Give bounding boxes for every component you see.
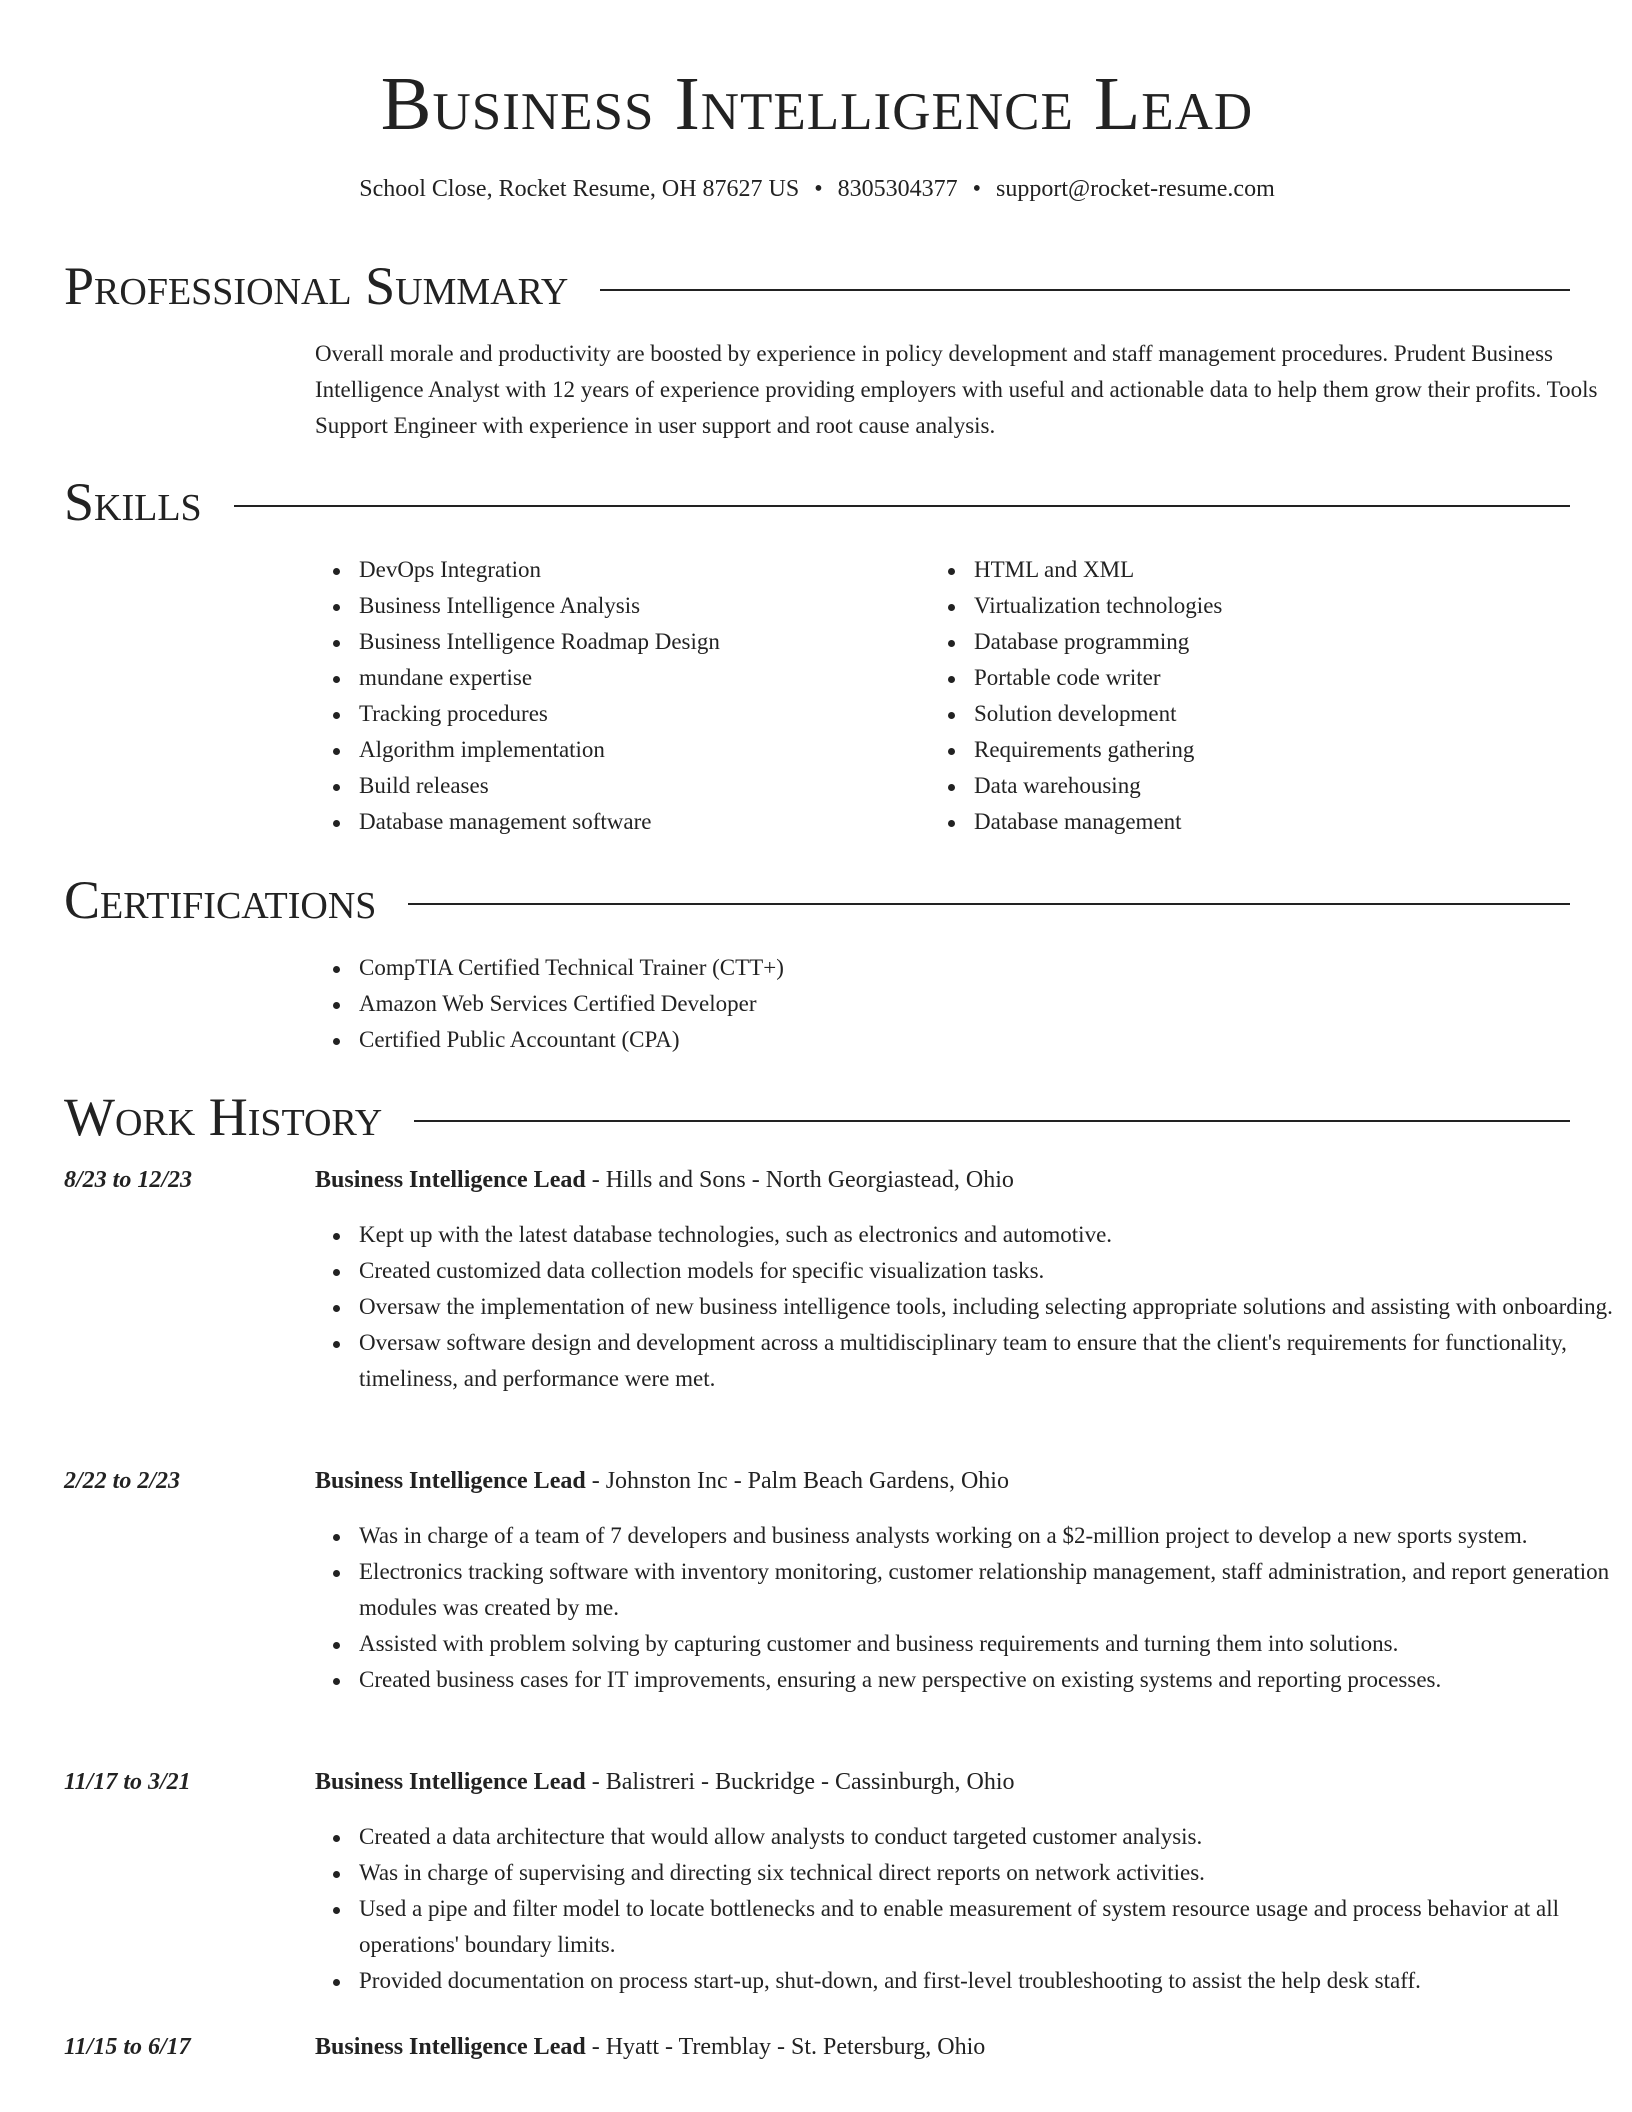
summary-section-header bbox=[64, 256, 1570, 316]
skills-column-left bbox=[315, 552, 875, 840]
job-bullet: Created customized data collection models for specific visualization tasks. bbox=[315, 1253, 1615, 1289]
job-bullet: Was in charge of supervising and directing six technical direct reports on network activities. bbox=[315, 1855, 1615, 1891]
skill-item: mundane expertise bbox=[315, 660, 875, 696]
job-bullet: Used a pipe and filter model to locate bottlenecks and to enable measurement of system resource usage and process behavior at all operations' boundary limits. bbox=[315, 1891, 1615, 1963]
contact-separator: • bbox=[814, 176, 823, 202]
skills-list-right bbox=[930, 552, 1490, 840]
job-dates: 8/23 to 12/23 bbox=[64, 1167, 193, 1193]
section-divider bbox=[234, 505, 1570, 507]
job-bullet: Created a data architecture that would allow analysts to conduct targeted customer analysis. bbox=[315, 1819, 1615, 1855]
job-heading bbox=[315, 1466, 1615, 1496]
contact-line bbox=[64, 174, 1570, 204]
certifications-heading: Certifications bbox=[64, 870, 377, 930]
resume-page bbox=[64, 0, 1613, 2112]
certification-item: Certified Public Accountant (CPA) bbox=[315, 1022, 1632, 1058]
job-title: Business Intelligence Lead bbox=[315, 2034, 586, 2060]
skill-item: Business Intelligence Roadmap Design bbox=[315, 624, 875, 660]
work-history-heading: Work History bbox=[64, 1087, 383, 1147]
certifications-list bbox=[315, 950, 1632, 1058]
job-bullet-list bbox=[315, 1518, 1615, 1698]
contact-address: School Close, Rocket Resume, OH 87627 US bbox=[359, 176, 800, 202]
job-title: Business Intelligence Lead bbox=[315, 1769, 586, 1795]
skills-column-right bbox=[930, 552, 1490, 840]
skill-item: Database programming bbox=[930, 624, 1490, 660]
skill-item: Data warehousing bbox=[930, 768, 1490, 804]
section-divider bbox=[600, 289, 1570, 291]
job-company: - Johnston Inc - Palm Beach Gardens, Ohio bbox=[585, 1468, 1009, 1494]
skill-item: Algorithm implementation bbox=[315, 732, 875, 768]
job-dates: 11/17 to 3/21 bbox=[64, 1769, 191, 1795]
job-bullets bbox=[315, 1819, 1615, 1999]
job-bullets bbox=[315, 1217, 1615, 1397]
skills-section-header bbox=[64, 472, 1570, 532]
candidate-name: Business Intelligence Lead bbox=[380, 62, 1254, 146]
job-bullet: Oversaw software design and development across a multidisciplinary team to ensure that the client's requirements for functionality, timeliness, and performance were met. bbox=[315, 1325, 1615, 1397]
job-heading bbox=[315, 2032, 1615, 2062]
summary-heading: Professional Summary bbox=[64, 256, 569, 316]
skill-item: Virtualization technologies bbox=[930, 588, 1490, 624]
skill-item: DevOps Integration bbox=[315, 552, 875, 588]
section-divider bbox=[408, 903, 1570, 905]
certifications-block bbox=[315, 950, 1632, 1058]
job-bullet-list bbox=[315, 1217, 1615, 1397]
contact-email: support@rocket-resume.com bbox=[996, 176, 1275, 202]
skills-list-left bbox=[315, 552, 875, 840]
skill-item: Business Intelligence Analysis bbox=[315, 588, 875, 624]
certifications-section-header bbox=[64, 870, 1570, 930]
job-heading bbox=[315, 1165, 1615, 1195]
job-bullets bbox=[315, 1518, 1615, 1698]
summary-text: Overall morale and productivity are boosted by experience in policy development and staff management procedures. Prudent Business Intelligence Analyst with 12 years of experience providing employers with useful and actionable data to help them grow their profits. Tools Support Engineer with experience in user support and root cause analysis. bbox=[315, 341, 1598, 438]
job-dates: 11/15 to 6/17 bbox=[64, 2034, 191, 2060]
work-history-section-header bbox=[64, 1087, 1570, 1147]
section-divider bbox=[414, 1120, 1570, 1122]
job-title: Business Intelligence Lead bbox=[315, 1167, 586, 1193]
job-title: Business Intelligence Lead bbox=[315, 1468, 586, 1494]
job-bullet: Created business cases for IT improvements, ensuring a new perspective on existing systems and reporting processes. bbox=[315, 1662, 1615, 1698]
job-company: - Hyatt - Tremblay - St. Petersburg, Ohio bbox=[585, 2034, 986, 2060]
skill-item: Tracking procedures bbox=[315, 696, 875, 732]
contact-phone: 8305304377 bbox=[837, 176, 958, 202]
skill-item: Portable code writer bbox=[930, 660, 1490, 696]
skills-heading: Skills bbox=[64, 472, 202, 532]
job-bullet-list bbox=[315, 1819, 1615, 1999]
certification-item: Amazon Web Services Certified Developer bbox=[315, 986, 1632, 1022]
skill-item: Database management bbox=[930, 804, 1490, 840]
job-bullet: Provided documentation on process start-up, shut-down, and first-level troubleshooting to assist the help desk staff. bbox=[315, 1963, 1615, 1999]
job-bullet: Electronics tracking software with inventory monitoring, customer relationship management, staff administration, and report generation modules was created by me. bbox=[315, 1554, 1615, 1626]
job-dates: 2/22 to 2/23 bbox=[64, 1468, 181, 1494]
certification-item: CompTIA Certified Technical Trainer (CTT+) bbox=[315, 950, 1632, 986]
job-heading bbox=[315, 1767, 1615, 1797]
job-company: - Hills and Sons - North Georgiastead, Ohio bbox=[585, 1167, 1014, 1193]
skill-item: Requirements gathering bbox=[930, 732, 1490, 768]
skill-item: Database management software bbox=[315, 804, 875, 840]
job-bullet: Oversaw the implementation of new business intelligence tools, including selecting appropriate solutions and assisting with onboarding. bbox=[315, 1289, 1615, 1325]
contact-separator: • bbox=[972, 176, 982, 202]
job-company: - Balistreri - Buckridge - Cassinburgh, Ohio bbox=[585, 1769, 1015, 1795]
job-bullet: Was in charge of a team of 7 developers and business analysts working on a $2-million project to develop a new sports system. bbox=[315, 1518, 1615, 1554]
skill-item: HTML and XML bbox=[930, 552, 1490, 588]
skill-item: Solution development bbox=[930, 696, 1490, 732]
job-bullet: Kept up with the latest database technologies, such as electronics and automotive. bbox=[315, 1217, 1615, 1253]
skill-item: Build releases bbox=[315, 768, 875, 804]
job-bullet: Assisted with problem solving by capturing customer and business requirements and turning them into solutions. bbox=[315, 1626, 1615, 1662]
